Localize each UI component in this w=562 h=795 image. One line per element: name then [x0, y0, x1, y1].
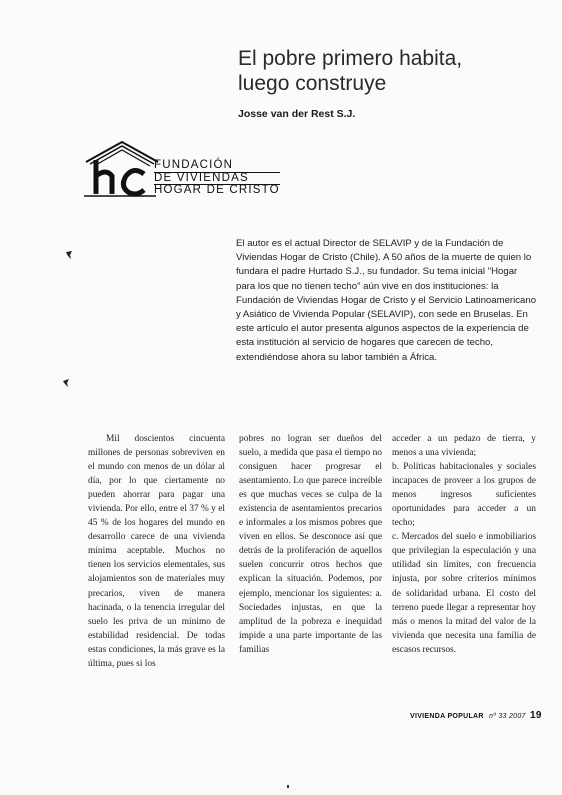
article-author: Josse van der Rest S.J. — [238, 108, 356, 120]
logo-wordmark — [154, 160, 280, 197]
page-number: 19 — [529, 710, 542, 721]
body-paragraph: pobres no logran ser dueños del suelo, a medida que pasa el tiempo no consiguen hacer progresar el asentamiento. Lo que parece increíble es que muchas veces se culpa de la existencia de asentamientos precarios e informales a los mismos pobres que viven en ellos. Se desconoce así que detrás de la proliferación de aquellos suelen concurrir otros hechos que explican la situación. Podemos, por ejemplo, mencionar los siguientes: a. Sociedades injustas, en que la amplitud de la pobreza e inequidad impide a una parte importante de las familias — [239, 434, 382, 655]
title-line-1: El pobre primero habita, — [238, 47, 463, 70]
fundacion-logo — [82, 140, 337, 198]
logo-line-1: FUNDACIÓN — [154, 160, 280, 173]
body-paragraph: acceder a un pedazo de tierra, y menos a una vivienda; — [392, 434, 536, 459]
body-paragraph: Mil doscientos cincuenta millones de personas sobreviven en el mundo con menos de un dólar al día, por lo que ciertamente no pueden ahorrar para pagar una vivienda. Por ello, entre el 37 % y el 45 % de los hogares del mundo en desarrollo carece de una vivienda mínima aceptable. Muchos no tienen los servicios elementales, sus alojamientos son de materiales muy precarios, viven de manera hacinada, o la tenencia irregular del suelo les priva de un mínimo de estabilidad residencial. De todas estas condiciones, la más grave es la última, pues si los — [88, 434, 225, 669]
body-column-3 — [392, 432, 536, 657]
house-hc-logo-icon — [82, 140, 162, 198]
author-intro: El autor es el actual Director de SELAVIP y de la Fundación de Viviendas Hogar de Cristo (Chile). A 50 años de la muerte de quien lo fundara el padre Hurtado S.J., su fundador. Su tema inicial "Hogar para los que no tienen techo" aún vive en dos instituciones: la Fundación de Viviendas Hogar de Cristo y el Servicio Latinoamericano y Asiático de Vivienda Popular (SELAVIP), con sede en Bruselas. En este artículo el autor presenta algunos aspectos de la experiencia de esta institución al servicio de hogares que carecen de techo, extendiéndose ahora su labor también a África. — [236, 238, 537, 363]
body-paragraph: c. Mercados del suelo e inmobiliarios que privilegian la especulación y una utilidad sin límites, con frecuencia injusta, por sobre criterios mínimos de solidaridad urbana. El costo del terreno puede llegar a representar hoy más o menos la mitad del valor de la vivienda que necesita una familia de escasos recursos. — [392, 532, 536, 655]
body-column-1 — [88, 432, 225, 671]
logo-line-3: HOGAR DE CRISTO — [154, 184, 280, 196]
ink-mark-icon — [65, 250, 73, 260]
body-paragraph: b. Políticas habitacionales y sociales incapaces de proveer a los grupos de menos ingresos suficientes oportunidades para acceder a un techo; — [392, 462, 536, 529]
article-title — [238, 46, 538, 96]
issue-number: nº 33 2007 — [489, 713, 526, 720]
scan-speck — [287, 785, 289, 788]
magazine-name: VIVIENDA POPULAR — [410, 713, 484, 720]
ink-mark-icon — [62, 378, 70, 388]
body-column-2 — [239, 432, 382, 657]
logo-line-2: DE VIVIENDAS — [154, 173, 280, 186]
page-footer — [410, 710, 542, 721]
title-line-2: luego construye — [238, 72, 387, 95]
